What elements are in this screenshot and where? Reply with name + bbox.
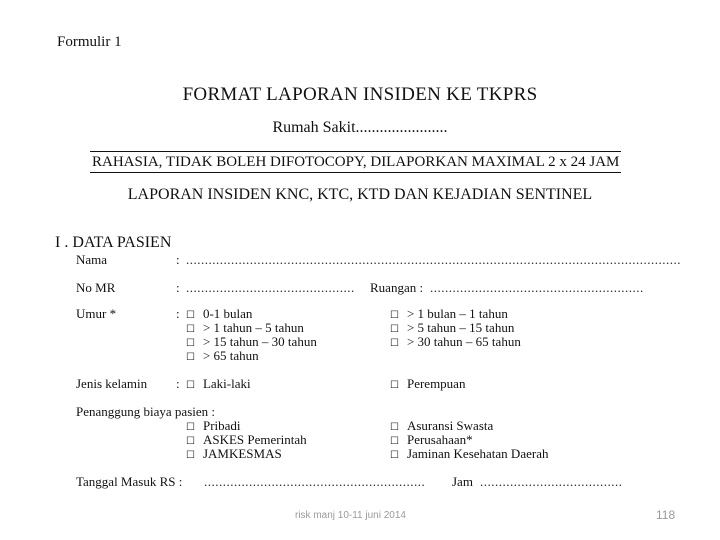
payer-option[interactable]: ☐ JAMKESMAS xyxy=(186,446,282,461)
no-mr-label: No MR xyxy=(76,280,116,295)
checkbox-icon: ☐ xyxy=(186,422,195,433)
checkbox-icon: ☐ xyxy=(186,338,195,349)
gender-option[interactable]: ☐ Perempuan xyxy=(390,376,466,391)
payer-option[interactable]: ☐ Pribadi xyxy=(186,418,241,433)
payer-option[interactable]: ☐ Asuransi Swasta xyxy=(390,418,494,433)
hospital-line: Rumah Sakit....................... xyxy=(272,119,448,136)
gender-label: Jenis kelamin xyxy=(76,376,148,391)
form-number: Formulir 1 xyxy=(57,34,122,50)
umur-option[interactable]: ☐ > 1 tahun – 5 tahun xyxy=(186,320,304,335)
umur-option[interactable]: ☐ > 5 tahun – 15 tahun xyxy=(390,320,515,335)
checkbox-icon: ☐ xyxy=(186,352,195,363)
page-number: 118 xyxy=(656,508,676,522)
footer-caption: risk manj 10-11 juni 2014 xyxy=(295,510,406,521)
umur-option[interactable]: ☐ > 30 tahun – 65 tahun xyxy=(390,334,521,349)
checkbox-icon: ☐ xyxy=(186,380,195,391)
checkbox-icon: ☐ xyxy=(390,422,399,433)
form-subtitle: LAPORAN INSIDEN KNC, KTC, KTD DAN KEJADIAN SENTINEL xyxy=(127,186,593,203)
checkbox-icon: ☐ xyxy=(186,450,195,461)
checkbox-icon: ☐ xyxy=(390,324,399,335)
umur-label: Umur * xyxy=(76,306,117,321)
payer-label: Penanggung biaya pasien : xyxy=(76,404,215,419)
checkbox-icon: ☐ xyxy=(390,338,399,349)
nama-colon: : xyxy=(176,252,180,267)
checkbox-icon: ☐ xyxy=(186,324,195,335)
checkbox-icon: ☐ xyxy=(186,436,195,447)
umur-option[interactable]: ☐ > 15 tahun – 30 tahun xyxy=(186,334,317,349)
checkbox-icon: ☐ xyxy=(390,310,399,321)
confidential-warning: RAHASIA, TIDAK BOLEH DIFOTOCOPY, DILAPORKAN MAXIMAL 2 x 24 JAM xyxy=(90,151,621,173)
payer-option[interactable]: ☐ ASKES Pemerintah xyxy=(186,432,307,447)
jam-label: Jam xyxy=(452,474,473,489)
admission-date-label: Tanggal Masuk RS : xyxy=(76,474,183,489)
payer-option[interactable]: ☐ Perusahaan* xyxy=(390,432,473,447)
gender-colon: : xyxy=(176,376,180,391)
form-title: FORMAT LAPORAN INSIDEN KE TKPRS xyxy=(182,84,538,105)
umur-colon: : xyxy=(176,306,180,321)
section-title: I . DATA PASIEN xyxy=(55,234,172,251)
admission-date-dots: ........................................................... xyxy=(204,474,426,489)
checkbox-icon: ☐ xyxy=(390,436,399,447)
checkbox-icon: ☐ xyxy=(390,380,399,391)
payer-option[interactable]: ☐ Jaminan Kesehatan Daerah xyxy=(390,446,549,461)
jam-dots: ...................................... xyxy=(480,474,623,489)
nama-label: Nama xyxy=(76,252,108,267)
no-mr-dots: ............................................. xyxy=(186,280,355,295)
checkbox-icon: ☐ xyxy=(186,310,195,321)
umur-option[interactable]: ☐ > 1 bulan – 1 tahun xyxy=(390,306,508,321)
ruangan-label: Ruangan : xyxy=(370,280,424,295)
umur-option[interactable]: ☐ > 65 tahun xyxy=(186,348,259,363)
umur-option[interactable]: ☐ 0-1 bulan xyxy=(186,306,253,321)
checkbox-icon: ☐ xyxy=(390,450,399,461)
gender-option[interactable]: ☐ Laki-laki xyxy=(186,376,251,391)
nama-dots: .................................................................................................................................... xyxy=(186,252,681,267)
no-mr-colon: : xyxy=(176,280,180,295)
ruangan-dots: ......................................................... xyxy=(430,280,644,295)
